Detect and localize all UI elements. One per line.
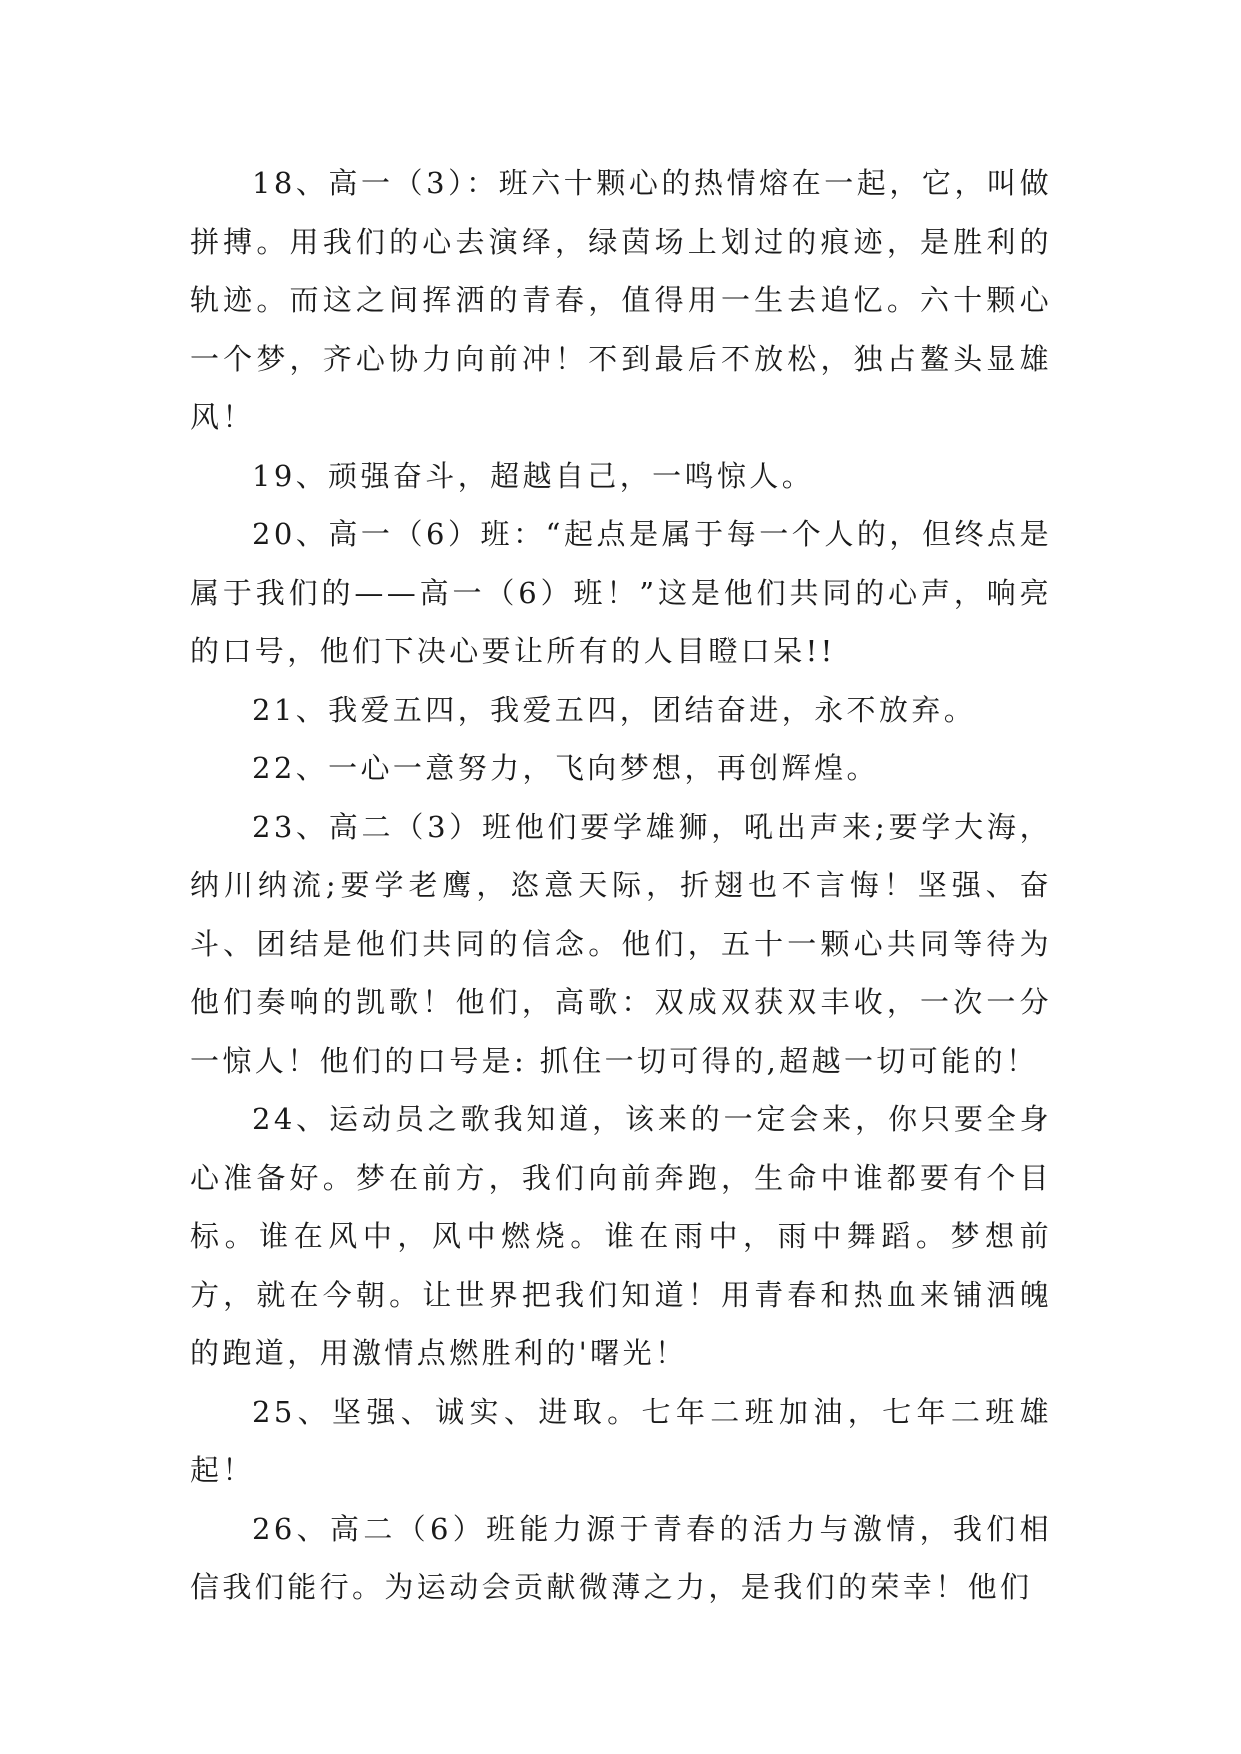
paragraph-22: 22、一心一意努力，飞向梦想，再创辉煌。 [252,751,879,785]
document-body [190,154,1052,1617]
paragraph-20: 20、高一（6）班：“起点是属于每一个人的，但终点是属于我们的——高一（6）班！”这是他们共同的心声，响亮的口号，他们下决心要让所有的人目瞪口呆!! [190,517,1052,668]
paragraph-19: 19、顽强奋斗，超越自己，一鸣惊人。 [252,458,815,493]
paragraph-21: 21、我爱五四，我爱五四，团结奋进，永不放弃。 [252,692,977,727]
paragraph-25: 25、坚强、诚实、进取。七年二班加油，七年二班雄起！ [190,1394,1052,1487]
paragraph-23: 23、高二（3）班他们要学雄狮，吼出声来;要学大海，纳川纳流;要学老鹰，恣意天际，折翅也不言悔！坚强、奋斗、团结是他们共同的信念。他们，五十一颗心共同等待为他们奏响的凯歌！他们，高歌：双成双获双丰收，一次一分一惊人！他们的口号是: 抓住一切可得的,超越一切可能的！ [190,809,1052,1078]
paragraph-26: 26、高二（6）班能力源于青春的活力与激情，我们相信我们能行。为运动会贡献微薄之力，是我们的荣幸！他们 [190,1511,1052,1604]
paragraph-24: 24、运动员之歌我知道，该来的一定会来，你只要全身心准备好。梦在前方，我们向前奔跑，生命中谁都要有个目标。谁在风中，风中燃烧。谁在雨中，雨中舞蹈。梦想前方，就在今朝。让世界把我们知道！用青春和热血来铺洒魄的跑道，用激情点燃胜利的'曙光！ [190,1102,1052,1370]
paragraph-18: 18、高一（3）：班六十颗心的热情熔在一起，它，叫做拼搏。用我们的心去演绎，绿茵场上划过的痕迹，是胜利的轨迹。而这之间挥洒的青春，值得用一生去追忆。六十颗心一个梦，齐心协力向前冲！不到最后不放松，独占鳌头显雄风！ [190,166,1052,434]
